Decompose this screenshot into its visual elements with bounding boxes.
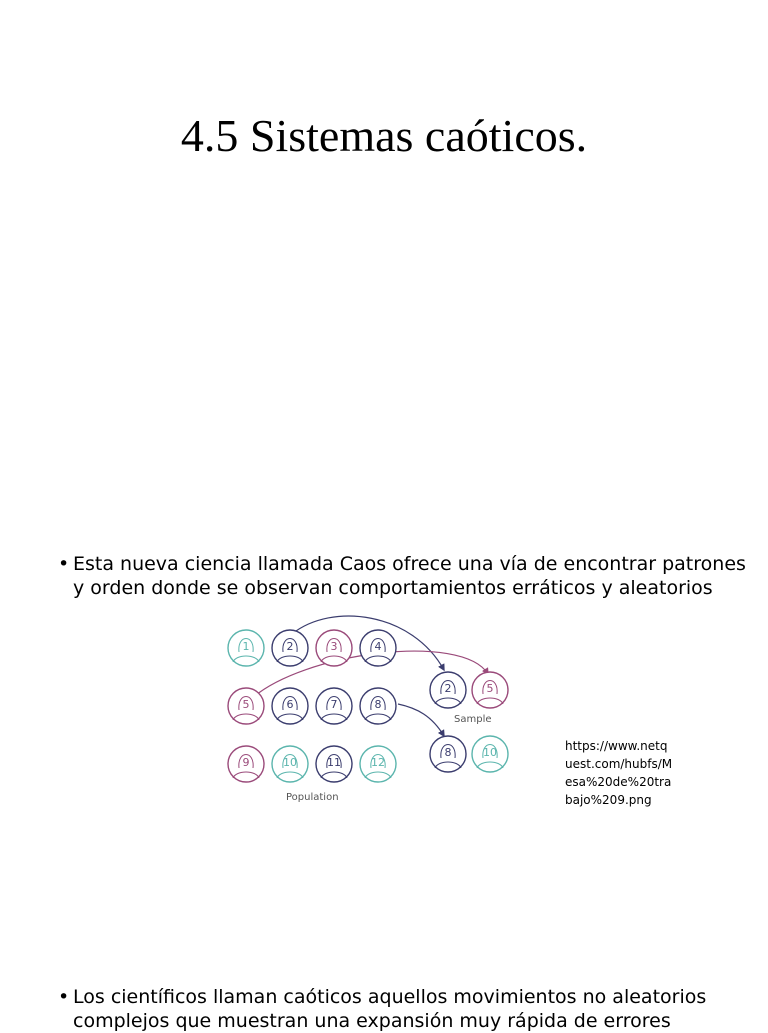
population-person [316,688,352,724]
bullet-marker: • [58,986,70,1008]
population-person [272,630,308,666]
sample-person [472,672,508,708]
arrow-8-to-sample [398,704,444,736]
person-number: 2 [286,640,294,653]
bullet-text: Esta nueva ciencia llamada Caos ofrece una vía de encontrar patrones y orden donde se observan comportamientos erráticos y aleatorios [73,553,746,599]
person-number: 12 [371,756,385,769]
population-person [272,688,308,724]
bullet-marker: • [58,553,70,575]
slide-title: 4.5 Sistemas caóticos. [180,110,588,161]
population-person [316,746,352,782]
person-number: 5 [486,682,494,695]
person-number: 7 [330,698,338,711]
bullet-text: Los científicos llaman caóticos aquellos movimientos no aleatorios complejos que muestran una expansión muy rápida de errores [73,986,707,1032]
person-number: 4 [374,640,382,653]
population-person [360,688,396,724]
person-number: 8 [374,698,382,711]
population-person [272,746,308,782]
person-number: 9 [242,756,250,769]
population-person [228,746,264,782]
population-person [316,630,352,666]
person-number: 1 [242,640,250,653]
population-person [360,746,396,782]
bullet-item [58,985,748,1033]
sample-person [430,736,466,772]
person-number: 5 [242,698,250,711]
person-number: 11 [327,756,341,769]
population-person [228,688,264,724]
sample-person [430,672,466,708]
person-number: 10 [483,746,497,759]
person-number: 3 [330,640,338,653]
sample-person [472,736,508,772]
population-person [228,630,264,666]
person-number: 6 [286,698,294,711]
sample-label: Sample [454,714,492,725]
bullet-item [58,552,748,600]
people-group [228,630,508,782]
person-number: 8 [444,746,452,759]
population-sample-diagram [222,612,522,808]
person-number: 2 [444,682,452,695]
population-person [360,630,396,666]
image-source-caption: https://www.netquest.com/hubfs/Mesa%20de%20trabajo%209.png [565,739,673,807]
population-label: Population [286,792,339,803]
person-number: 10 [283,756,297,769]
